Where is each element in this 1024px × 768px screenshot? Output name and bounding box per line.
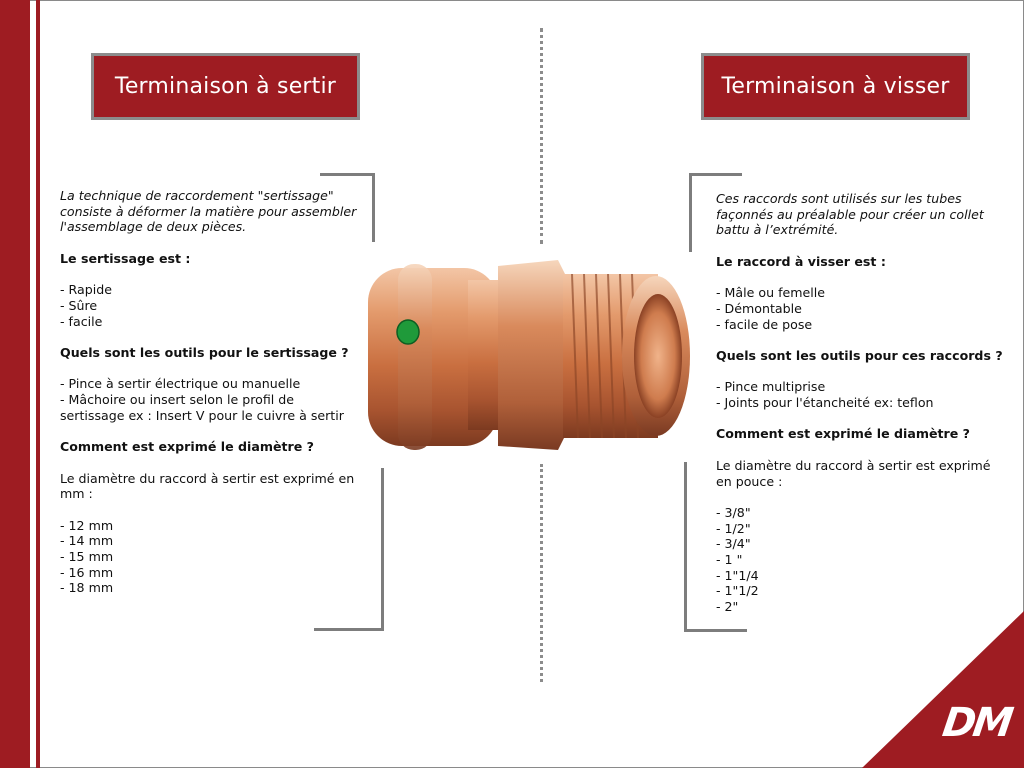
list-item: - facile de pose <box>716 316 813 332</box>
press-fit-list-3 <box>60 518 360 597</box>
list-item: - 15 mm <box>60 549 114 565</box>
screw-fit-intro: Ces raccords sont utilisés sur les tubes façonnés au préalable pour créer un collet battu à l’extrémité. <box>716 191 984 238</box>
title-screw-fit-text: Terminaison à visser <box>721 74 950 99</box>
screw-fit-list-2 <box>716 379 1008 410</box>
screw-fit-column <box>716 191 1008 615</box>
screw-fit-question-2: Quels sont les outils pour ces raccords ? <box>716 347 1003 363</box>
press-fit-intro: La technique de raccordement "sertissage" consiste à déformer la matière pour assembler l'assemblage de deux pièces. <box>60 188 357 235</box>
list-item: - Pince à sertir électrique ou manuelle <box>60 376 301 392</box>
list-item: - 14 mm <box>60 533 114 549</box>
press-fit-question-1: Le sertissage est : <box>60 250 191 266</box>
list-item: - Démontable <box>716 300 802 316</box>
list-item: - Rapide <box>60 282 112 298</box>
center-divider-bottom <box>540 464 543 682</box>
screw-fit-question-1: Le raccord à visser est : <box>716 253 886 269</box>
list-item: - Joints pour l'étancheité ex: teflon <box>716 395 934 411</box>
list-item: - Mâle ou femelle <box>716 285 826 301</box>
screw-fit-list-1 <box>716 285 1008 332</box>
press-fit-list-1 <box>60 282 360 329</box>
green-sensor-icon <box>397 320 419 344</box>
list-item: - 3/8" <box>716 504 751 520</box>
hex-nut-shape <box>498 260 568 450</box>
list-item: - 2" <box>716 599 739 615</box>
list-item: - 1"1/2 <box>716 583 759 599</box>
press-fit-column <box>60 188 360 596</box>
screw-fit-list-3 <box>716 505 1008 615</box>
dm-logo: DM <box>939 700 1014 746</box>
list-item: - 1 " <box>716 552 743 568</box>
list-item: - 16 mm <box>60 564 114 580</box>
press-fit-question-2: Quels sont les outils pour le sertissage ? <box>60 344 349 360</box>
list-item: - Sûre <box>60 297 98 313</box>
list-item: - 12 mm <box>60 517 114 533</box>
list-item: - 1/2" <box>716 520 751 536</box>
copper-fitting-image <box>358 250 698 462</box>
list-item: - 3/4" <box>716 536 751 552</box>
press-fit-question-3: Comment est exprimé le diamètre ? <box>60 439 314 455</box>
center-divider-top <box>540 28 543 244</box>
list-item: - Mâchoire ou insert selon le profil de sertissage ex : Insert V pour le cuivre à sertir <box>60 392 344 423</box>
list-item: - Pince multiprise <box>716 379 826 395</box>
fitting-bore <box>634 294 682 418</box>
press-fit-list-2 <box>60 376 360 423</box>
list-item: - 1"1/4 <box>716 567 759 583</box>
title-press-fit <box>91 53 360 120</box>
title-press-fit-text: Terminaison à sertir <box>114 74 337 99</box>
list-item: - 18 mm <box>60 580 114 596</box>
screw-fit-question-3: Comment est exprimé le diamètre ? <box>716 426 970 442</box>
screw-fit-diameter-text: Le diamètre du raccord à sertir est exprimé en pouce : <box>716 457 991 489</box>
title-screw-fit <box>701 53 970 120</box>
left-accent-band <box>0 0 30 768</box>
list-item: - facile <box>60 313 103 329</box>
left-accent-line <box>36 0 40 768</box>
press-fit-diameter-text: Le diamètre du raccord à sertir est exprimé en mm : <box>60 470 355 502</box>
